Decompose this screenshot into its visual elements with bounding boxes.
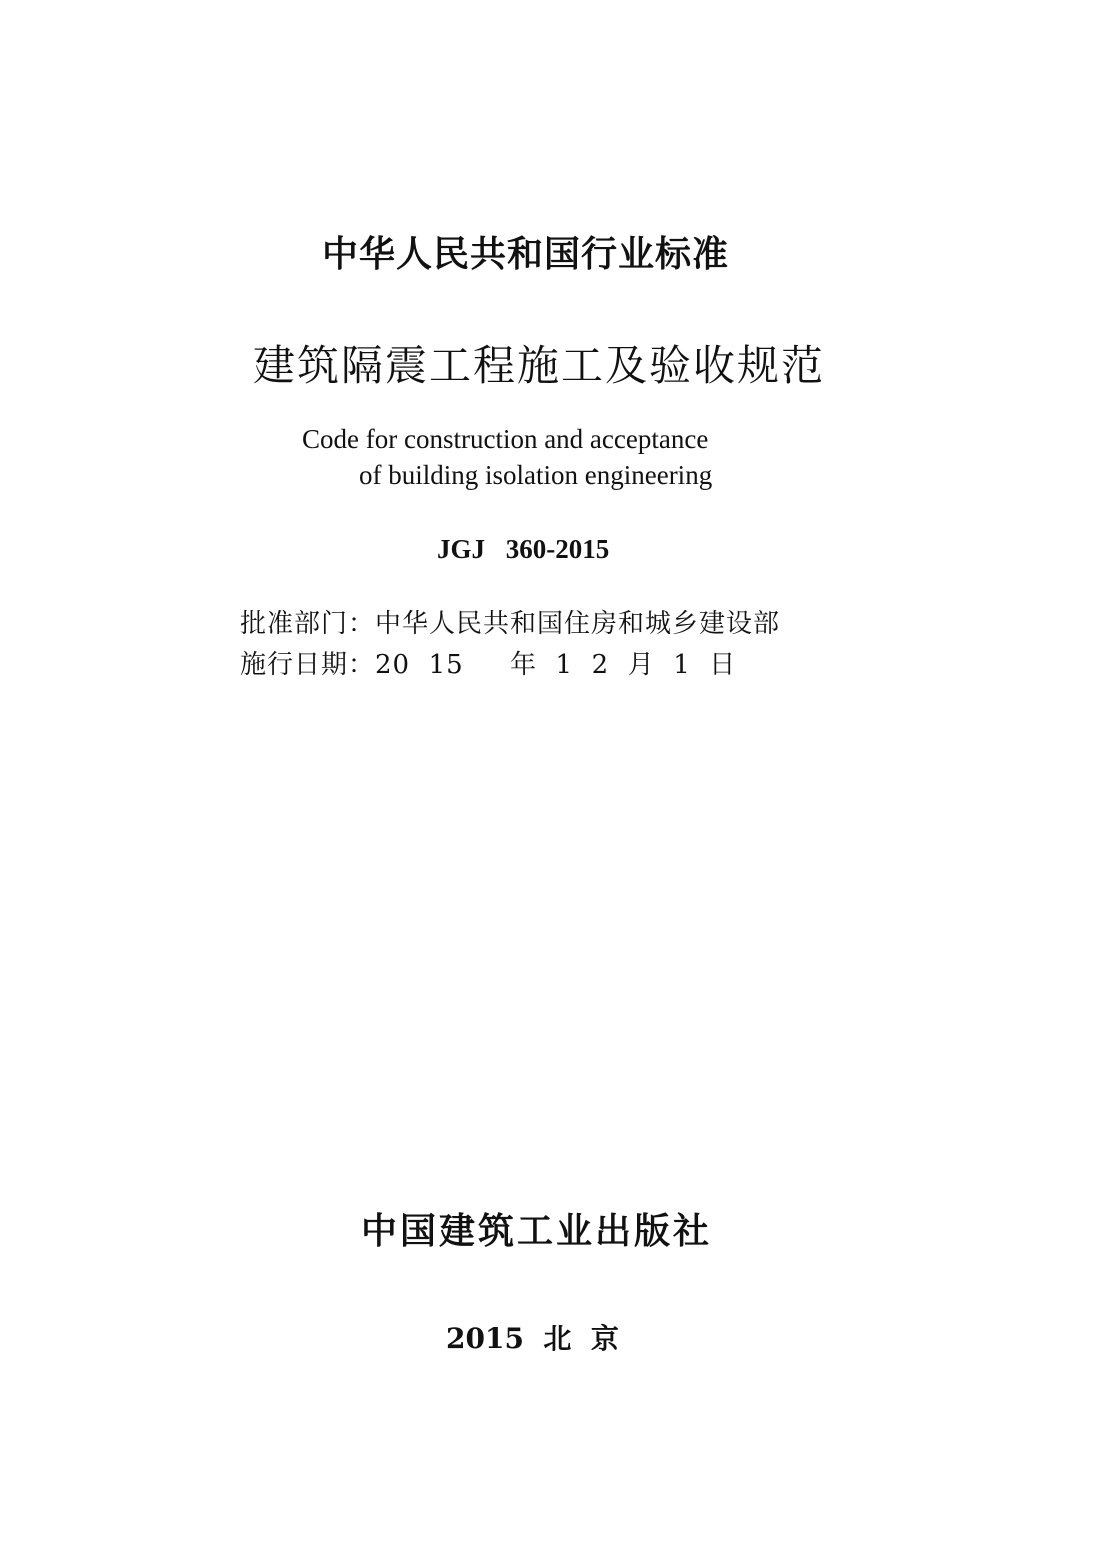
approval-department: 批准部门：中华人民共和国住房和城乡建设部: [240, 609, 781, 639]
effective-date: 施行日期：20 15 年 1 2 月 1 日: [240, 650, 737, 680]
chinese-title: 建筑隔震工程施工及验收规范: [253, 341, 826, 390]
publication-imprint: 2015 北 京: [446, 1322, 619, 1355]
publisher-name: 中国建筑工业出版社: [361, 1210, 713, 1252]
english-title-line-1: Code for construction and acceptance: [302, 424, 709, 454]
standard-series-heading: 中华人民共和国行业标准: [322, 234, 730, 275]
standard-code: JGJ 360-2015: [437, 534, 610, 564]
english-title-line-2: of building isolation engineering: [359, 460, 713, 490]
